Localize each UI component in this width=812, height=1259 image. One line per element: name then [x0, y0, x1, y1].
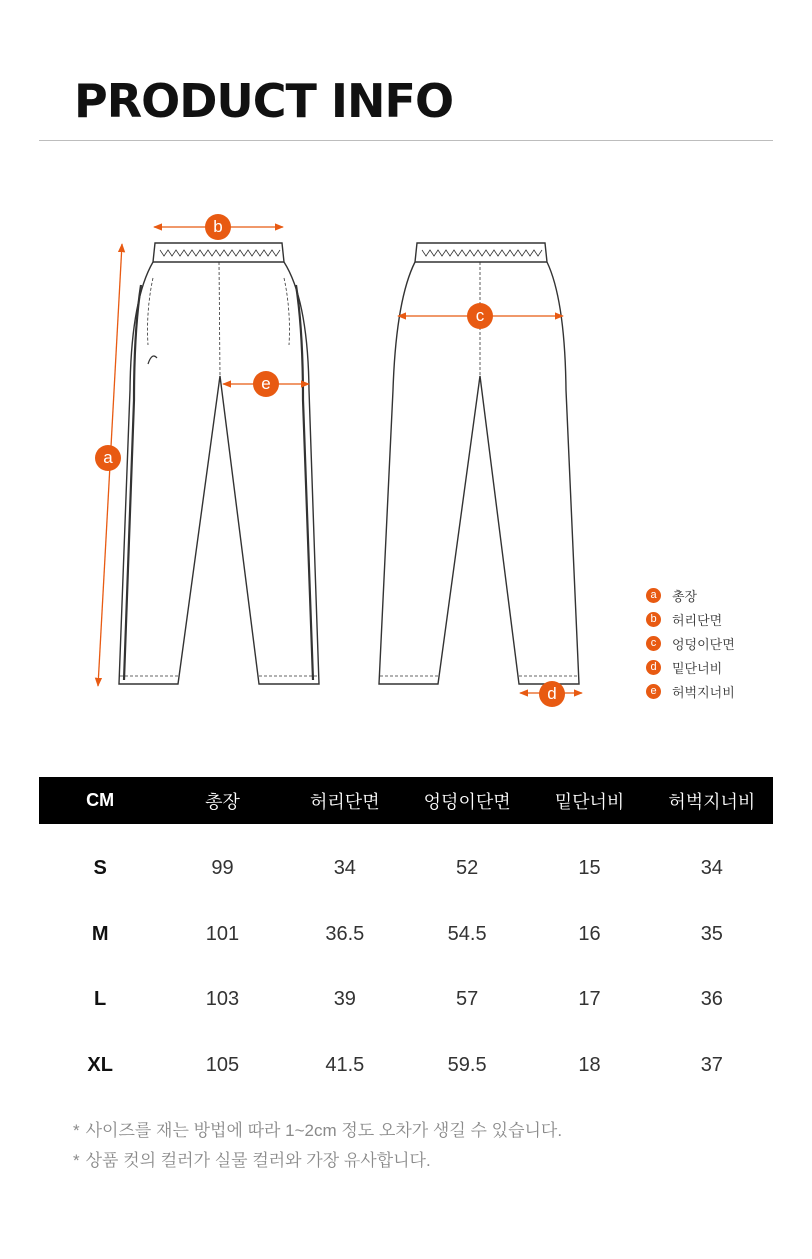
page-title: PRODUCT INFO — [74, 74, 454, 128]
header-hem: 밑단너비 — [528, 777, 650, 824]
left-pocket — [148, 278, 153, 345]
marker-b — [205, 214, 231, 240]
svg-text:e: e — [261, 374, 271, 393]
table-cell: 35 — [700, 922, 723, 945]
svg-text:d: d — [547, 684, 557, 703]
table-cell: 41.5 — [325, 1053, 365, 1076]
legend-item — [646, 583, 735, 607]
marker-a — [95, 445, 121, 471]
table-cell: 18 — [578, 1053, 601, 1076]
note-marker: * — [73, 1151, 80, 1170]
svg-text:b: b — [213, 217, 223, 236]
table-cell: 103 — [205, 988, 240, 1011]
legend-item — [646, 679, 735, 703]
table-row — [39, 1033, 773, 1099]
legend-item — [646, 631, 735, 655]
logo-icon — [148, 356, 157, 364]
front-view-drawing — [119, 243, 319, 684]
svg-text:c: c — [475, 306, 485, 325]
table-cell: 34 — [333, 857, 356, 880]
legend-label: 허리단면 — [672, 612, 723, 628]
legend-label: 허벅지너비 — [672, 684, 735, 700]
legend-item — [646, 655, 735, 679]
table-cell: 15 — [578, 857, 601, 880]
note-text: 상품 컷의 컬러가 실물 컬러와 가장 유사합니다. — [85, 1151, 431, 1170]
size-table-header — [39, 777, 773, 824]
size-notes — [73, 1119, 562, 1179]
legend-label: 총장 — [672, 588, 698, 604]
table-cell: 52 — [456, 857, 479, 880]
legend-marker: b — [646, 612, 661, 627]
table-cell: 36 — [700, 988, 723, 1011]
table-cell: 17 — [578, 988, 601, 1011]
header-waist: 허리단면 — [284, 777, 406, 824]
marker-e — [253, 371, 279, 397]
header-unit: CM — [39, 777, 161, 824]
table-cell: 16 — [578, 922, 601, 945]
title-divider — [39, 140, 773, 141]
size-label: L — [94, 988, 107, 1011]
svg-text:a: a — [103, 448, 113, 467]
legend-marker: a — [646, 588, 661, 603]
table-row — [39, 824, 773, 902]
front-center-seam — [219, 262, 220, 376]
right-side-stripe — [296, 285, 313, 680]
note-item — [73, 1119, 562, 1149]
size-label: S — [93, 857, 107, 880]
table-cell: 101 — [205, 922, 240, 945]
legend-label: 엉덩이단면 — [672, 636, 735, 652]
back-waistband-ruching — [422, 250, 542, 256]
table-row — [39, 967, 773, 1033]
table-cell: 54.5 — [447, 922, 487, 945]
right-pocket — [284, 278, 289, 345]
table-cell: 39 — [333, 988, 356, 1011]
legend-marker: c — [646, 636, 661, 651]
measurement-legend — [646, 583, 735, 703]
marker-d — [539, 681, 565, 707]
header-total-length: 총장 — [161, 777, 283, 824]
note-text: 사이즈를 재는 방법에 따라 1~2cm 정도 오차가 생길 수 있습니다. — [85, 1121, 563, 1140]
note-item — [73, 1149, 562, 1179]
header-hip: 엉덩이단면 — [406, 777, 528, 824]
note-marker: * — [73, 1121, 80, 1140]
table-cell: 57 — [456, 988, 479, 1011]
table-cell: 99 — [211, 857, 234, 880]
table-row — [39, 902, 773, 968]
table-cell: 59.5 — [447, 1053, 487, 1076]
size-label: XL — [87, 1053, 113, 1076]
front-waistband-ruching — [160, 250, 280, 256]
measurement-arrows — [98, 227, 582, 693]
legend-marker: e — [646, 684, 661, 699]
table-cell: 105 — [205, 1053, 240, 1076]
size-label: M — [91, 922, 109, 945]
legend-marker: d — [646, 660, 661, 675]
legend-item — [646, 607, 735, 631]
table-cell: 34 — [700, 857, 723, 880]
legend-label: 밑단너비 — [672, 660, 723, 676]
header-thigh: 허벅지너비 — [651, 777, 773, 824]
marker-c — [467, 303, 493, 329]
table-cell: 37 — [700, 1053, 723, 1076]
table-cell: 36.5 — [325, 922, 365, 945]
size-table — [39, 777, 773, 1098]
